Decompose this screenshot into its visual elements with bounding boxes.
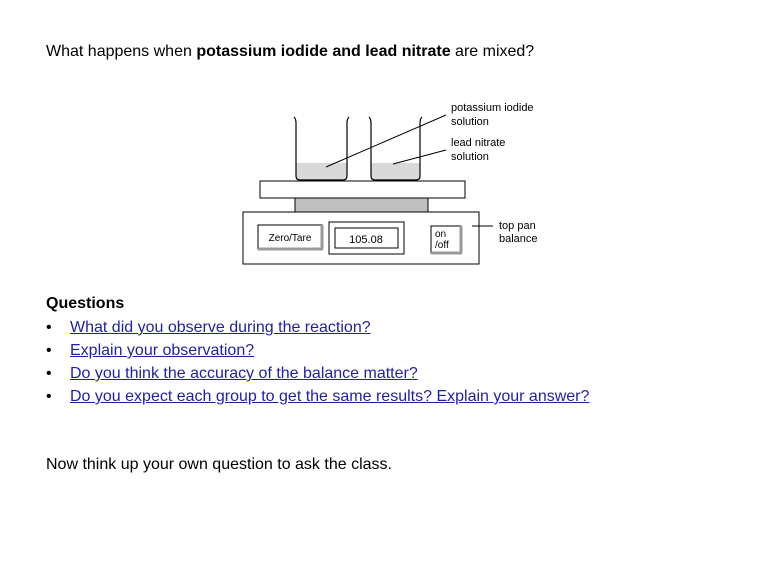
question-link-same-results[interactable]: Do you expect each group to get the same results? Explain your answer? <box>70 388 590 405</box>
weighing-plate <box>260 181 465 198</box>
leader-line-potassium-iodide <box>326 115 446 167</box>
question-link-observe[interactable]: What did you observe during the reaction? <box>70 319 371 336</box>
pan-support <box>295 198 428 212</box>
question-item <box>46 317 589 340</box>
on-off-button[interactable] <box>431 226 462 253</box>
question-item <box>46 340 589 363</box>
label-balance-2: balance <box>499 233 538 245</box>
question-item <box>46 386 589 409</box>
closing-prompt: Now think up your own question to ask the class. <box>46 456 392 473</box>
label-lead-nitrate-1: lead nitrate <box>451 137 506 149</box>
question-item <box>46 363 589 386</box>
title-bold: potassium iodide and lead nitrate <box>196 43 451 60</box>
display-reading: 105.08 <box>349 234 383 246</box>
bullet: • <box>46 365 52 382</box>
zero-tare-label: Zero/Tare <box>268 233 312 244</box>
questions-heading: Questions <box>46 295 125 312</box>
bullet: • <box>46 388 52 405</box>
question-link-explain[interactable]: Explain your observation? <box>70 342 255 359</box>
questions-section <box>46 294 589 409</box>
bullet: • <box>46 319 52 336</box>
label-potassium-iodide-2: solution <box>451 116 489 128</box>
label-potassium-iodide-1: potassium iodide <box>451 102 534 114</box>
beaker-potassium-iodide <box>294 117 349 180</box>
zero-tare-button[interactable] <box>258 225 323 249</box>
label-lead-nitrate-2: solution <box>451 151 489 163</box>
on-off-line1: on <box>435 229 447 240</box>
question-link-accuracy[interactable]: Do you think the accuracy of the balance matter? <box>70 365 418 382</box>
beaker-lead-nitrate <box>369 117 422 180</box>
title-suffix: are mixed? <box>450 43 535 60</box>
questions-list <box>46 317 589 409</box>
label-balance-1: top pan <box>499 220 536 232</box>
balance-display <box>329 222 404 254</box>
on-off-line2: /off <box>435 240 449 251</box>
bullet: • <box>46 342 52 359</box>
title-prefix: What happens when <box>46 43 197 60</box>
